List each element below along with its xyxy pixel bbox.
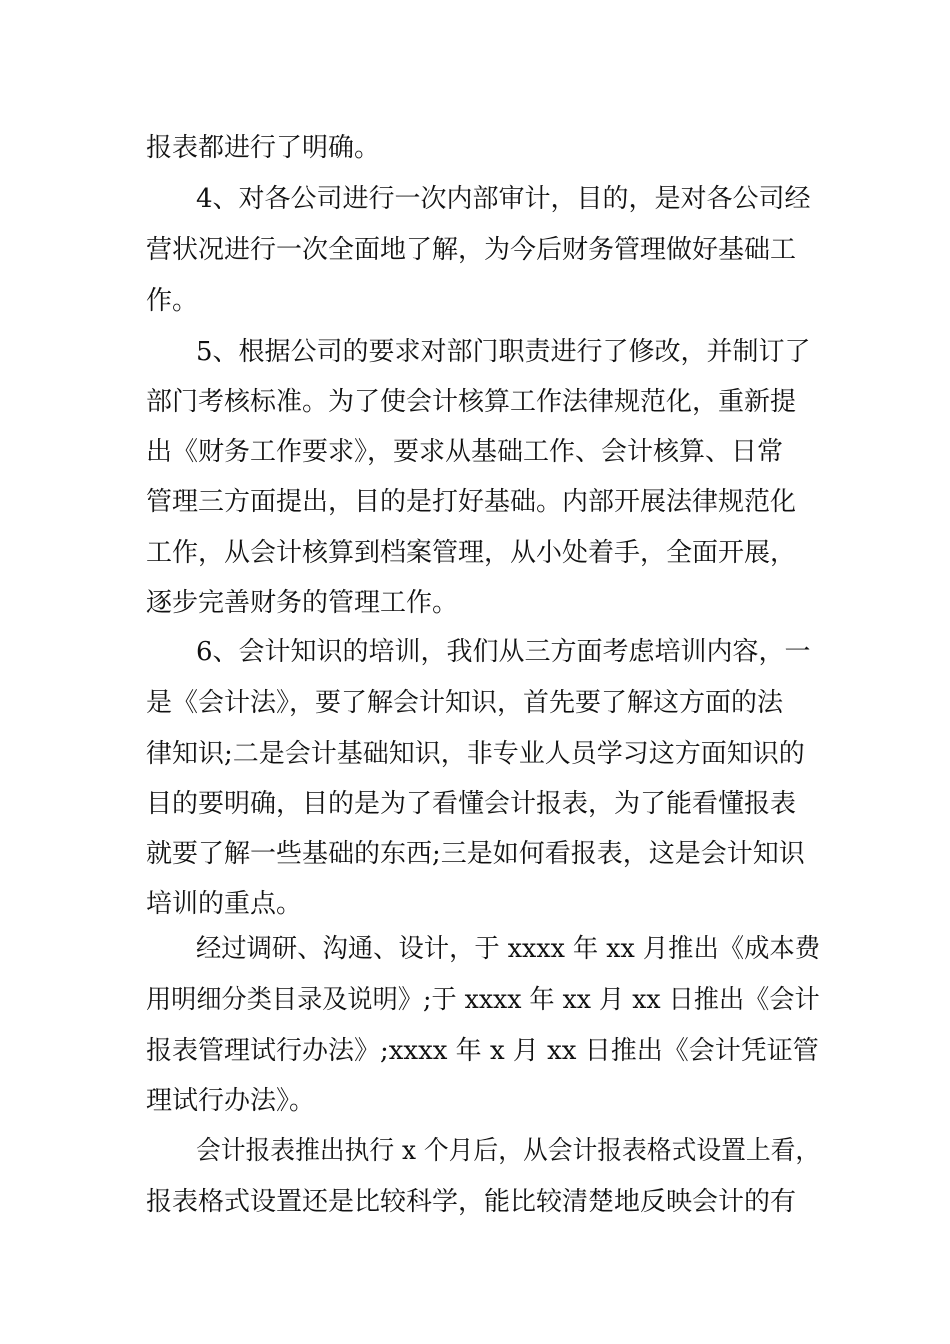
text-line: 报表管理试行办法》;xxxx 年 x 月 xx 日推出《会计凭证管 bbox=[146, 1036, 819, 1066]
text-line: 目的要明确，目的是为了看懂会计报表，为了能看懂报表 bbox=[146, 789, 797, 819]
text-line: 5、根据公司的要求对部门职责进行了修改，并制订了 bbox=[196, 337, 811, 367]
text-line: 培训的重点。 bbox=[146, 889, 303, 919]
text-line: 逐步完善财务的管理工作。 bbox=[146, 588, 459, 618]
text-line: 报表都进行了明确。 bbox=[146, 133, 381, 163]
text-line: 出《财务工作要求》，要求从基础工作、会计核算、日常 bbox=[146, 437, 784, 467]
text-line: 用明细分类目录及说明》;于 xxxx 年 xx 月 xx 日推出《会计 bbox=[146, 985, 820, 1015]
text-line: 会计报表推出执行 x 个月后，从会计报表格式设置上看， bbox=[196, 1136, 821, 1166]
text-line: 工作，从会计核算到档案管理，从小处着手，全面开展， bbox=[146, 538, 797, 568]
text-line: 管理三方面提出，目的是打好基础。内部开展法律规范化 bbox=[146, 487, 797, 517]
text-line: 报表格式设置还是比较科学，能比较清楚地反映会计的有 bbox=[146, 1187, 797, 1217]
text-line: 4、对各公司进行一次内部审计，目的，是对各公司经 bbox=[196, 184, 811, 214]
text-line: 作。 bbox=[146, 286, 199, 316]
text-line: 理试行办法》。 bbox=[146, 1086, 316, 1116]
text-line: 经过调研、沟通、设计，于 xxxx 年 xx 月推出《成本费 bbox=[196, 934, 821, 964]
text-line: 6、会计知识的培训，我们从三方面考虑培训内容，一 bbox=[196, 637, 811, 667]
text-line: 律知识;二是会计基础知识，非专业人员学习这方面知识的 bbox=[146, 739, 805, 769]
text-line: 营状况进行一次全面地了解，为今后财务管理做好基础工 bbox=[146, 235, 797, 265]
text-line: 是《会计法》，要了解会计知识，首先要了解这方面的法 bbox=[146, 688, 784, 718]
text-line: 部门考核标准。为了使会计核算工作法律规范化，重新提 bbox=[146, 387, 797, 417]
text-line: 就要了解一些基础的东西;三是如何看报表，这是会计知识 bbox=[146, 839, 805, 869]
